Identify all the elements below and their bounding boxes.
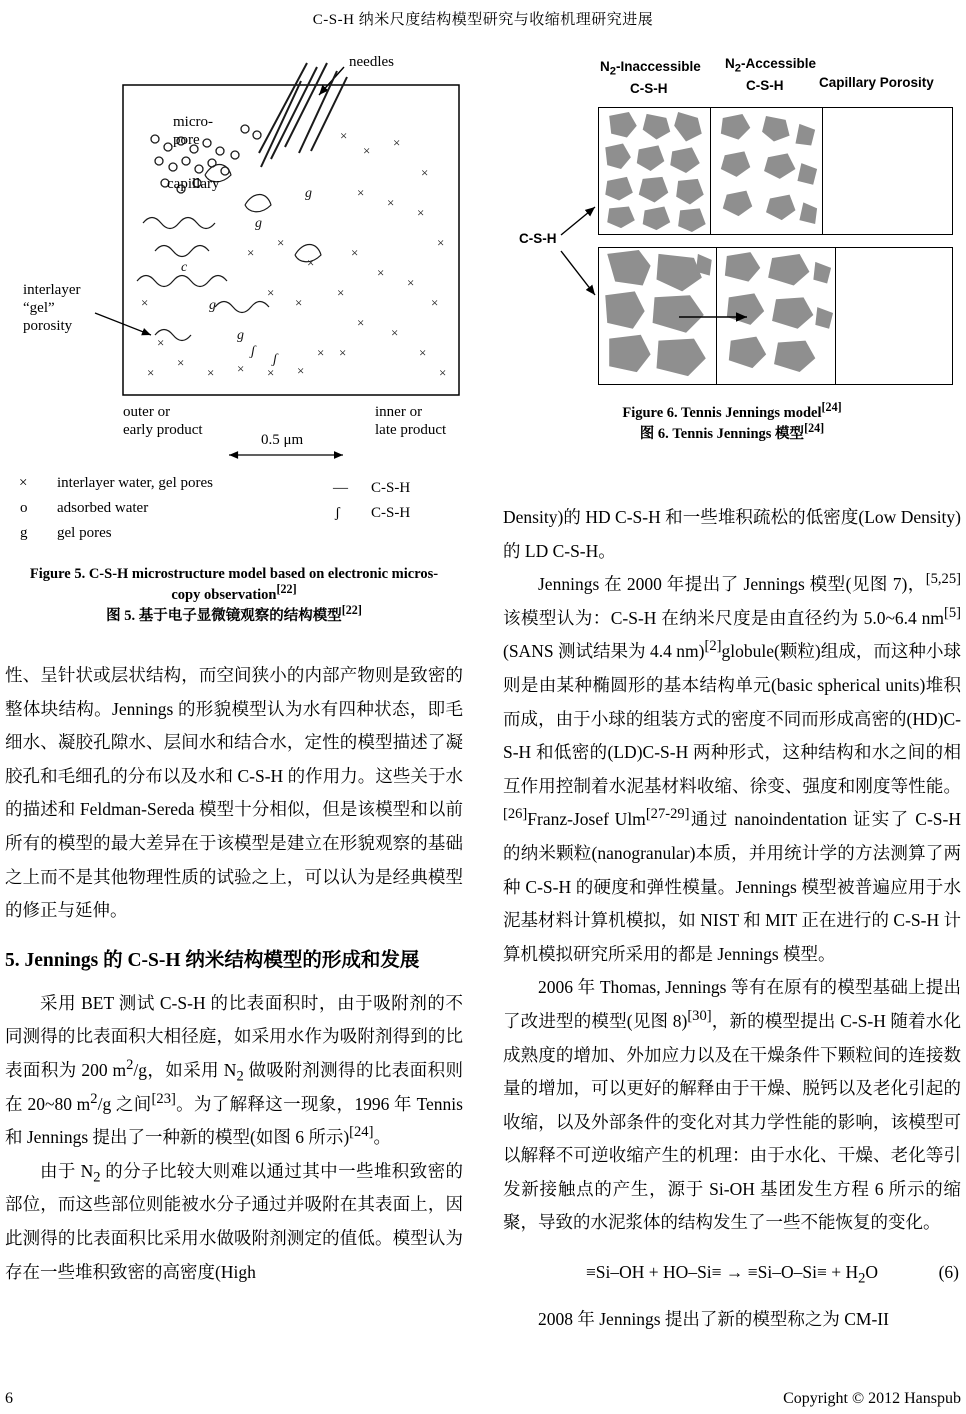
- figure5-label-outer: outer or early product: [123, 404, 203, 438]
- right-paragraph-3: 2006 年 Thomas, Jennings 等有在原有的模型基础上提出了改进型的模型(见图 8)[30]，新的模型提出 C-S-H 随着水化成熟度的增加、外加应力以及在干燥条件下颗粒间的连接数量的增加，可以更好的解释由于干燥、脱钙以及老化引起的收缩，以及外部条件的变化对其力学性能的影响，该模型可以解释不可逆收缩产生的机理：由于水化、干燥、老化等引发新接触点的产生，源于 Si-OH 基团发生方程 6 所示的缩聚，导致的水泥浆体的结构发生了一些不能恢复的变化。: [503, 977, 961, 1233]
- figure6-box-bottom-capillary: [835, 247, 953, 385]
- svg-text:×: ×: [267, 365, 275, 380]
- figure6-box-top-inaccessible: [598, 107, 711, 235]
- legend-symbol-adsorbed-water: o: [20, 500, 28, 516]
- page-number: 6: [5, 1390, 13, 1407]
- svg-text:×: ×: [307, 255, 315, 270]
- equation-body: $\equiv Si-OH + HO-Si\equiv \to \equiv Si-O-Si\equiv + H_2O$: [585, 1262, 879, 1287]
- svg-text:×: ×: [421, 165, 429, 180]
- figure6-label-csh-1: C-S-H: [630, 81, 668, 96]
- svg-text:×: ×: [439, 365, 447, 380]
- figure6-label-n2-inaccessible: $N_2$-Inaccessible: [600, 59, 701, 78]
- svg-text:×: ×: [340, 128, 348, 143]
- svg-text:g: g: [209, 298, 216, 313]
- svg-text:×: ×: [357, 185, 365, 200]
- blobs-bottom-accessible: [717, 248, 835, 384]
- figure6-caption-zh: 图 6. Tennis Jennings 模型[24]: [639, 421, 825, 442]
- right-paragraph-4: 2008 年 Jennings 提出了新的模型称之为 CM-II: [538, 1309, 889, 1330]
- svg-text:×: ×: [357, 315, 365, 330]
- svg-text:c: c: [181, 260, 188, 275]
- figure6-label-n2-accessible: $N_2$-Accessible: [725, 56, 817, 75]
- blobs-top-inaccessible: [599, 108, 710, 234]
- two-column-layout: [0, 41, 966, 1337]
- svg-text:×: ×: [177, 355, 185, 370]
- figure6-box-bottom-accessible: [716, 247, 836, 385]
- left-paragraph-2: 采用 BET 测试 C-S-H 的比表面积时，由于吸附剂的不同测得的比表面积大相径庭，如采用水作为吸附剂得到的比表面积为 200 $m^2/g$，如采用 $N_2$ 做吸附剂测得的比表面积则在 20~80 $m^2/g$ 之间[23]。为了解释这一现象，1996 年 Tennis 和 Jennings 提出了一种新的模型(如图 6 所示)[24]。: [5, 992, 463, 1148]
- svg-text:×: ×: [419, 345, 427, 360]
- svg-text:×: ×: [207, 365, 215, 380]
- figure6-box-bottom-inaccessible: [598, 247, 717, 385]
- figure6-label-csh-side: C-S-H: [519, 231, 557, 246]
- svg-text:×: ×: [147, 365, 155, 380]
- svg-text:g: g: [255, 216, 262, 231]
- figure5-label-capillary: capillary: [167, 176, 220, 192]
- legend-symbol-gel-pores: g: [20, 525, 28, 541]
- page-footer: [5, 1390, 961, 1408]
- figure6-caption-en: Figure 6. Tennis Jennings model[24]: [622, 400, 842, 421]
- svg-text:×: ×: [407, 275, 415, 290]
- svg-text:×: ×: [339, 345, 347, 360]
- legend-label-interlayer-water: interlayer water, gel pores: [57, 475, 213, 491]
- figure6: [503, 55, 961, 455]
- figure5-caption: [5, 564, 463, 627]
- svg-text:×: ×: [387, 195, 395, 210]
- figure6-box-top-capillary: [822, 107, 953, 235]
- right-paragraph-1: Density)的 HD C-S-H 和一些堆积疏松的低密度(Low Density)的 LD C-S-H。: [503, 507, 961, 561]
- left-paragraph-1: 性、呈针状或层状结构，而空间狭小的内部产物则是致密的整体块结构。Jennings 的形貌模型认为水有四种状态，即毛细水、凝胶孔隙水、层间水和结合水，定性的模型描述了凝胶孔和毛细孔的分布以及水和 C-S-H 的作用力。这些关于水的描述和 Feldman-Sereda 模型十分相似，但是该模型和以前所有的模型的最大差异在于该模型是建立在形貌观察的基础之上而不是其他物理性质的试验之上，可以认为是经典模型的修正与延伸。: [5, 665, 463, 921]
- equation-number: (6): [938, 1262, 959, 1283]
- svg-text:×: ×: [391, 325, 399, 340]
- running-head: C-S-H 纳米尺度结构模型研究与收缩机理研究进展: [312, 12, 654, 28]
- copyright: Copyright © 2012 Hanspub: [783, 1390, 961, 1407]
- figure5-scale-label: 0.5 μm: [261, 432, 304, 448]
- right-column: [503, 41, 961, 1337]
- svg-text:×: ×: [417, 205, 425, 220]
- svg-text:×: ×: [157, 335, 165, 350]
- blobs-top-accessible: [711, 108, 822, 234]
- svg-text:×: ×: [297, 363, 305, 378]
- right-paragraph-2: Jennings 在 2000 年提出了 Jennings 模型(见图 7)，[5,25]该模型认为：C-S-H 在纳米尺度是由直径约为 5.0~6.4 nm[5](SANS 测试结果为 4.4 nm)[2]globule(颗粒)组成，而这种小球则是由某种椭圆形的基本结构单元(basic spherical units)堆积而成，由于小球的组装方式的密度不同而形成高密的(HD)C-S-H 和低密的(LD)C-S-H 两种形式，这种结构和水之间的相互作用控制着水泥基材料收缩、徐变、强度和刚度等性能。[26]Franz-Josef Ulm[27-29]通过 nanoindentation 证实了 C-S-H 的纳米颗粒(nanogranular)本质，并用统计学的方法测算了两种 C-S-H 的硬度和弹性模量。Jennings 模型被普遍应用于水泥基材料计算机模拟，如 NIST 和 MIT 正在进行的 C-S-H 计算机模拟研究所采用的都是 Jennings 模型。: [503, 571, 961, 964]
- svg-text:×: ×: [337, 285, 345, 300]
- figure5-caption-en: Figure 5. C-S-H microstructure model based on electronic micros- copy observation[22]: [29, 566, 439, 603]
- svg-text:×: ×: [437, 235, 445, 250]
- blobs-bottom-inaccessible: [599, 248, 716, 384]
- svg-text:×: ×: [277, 235, 285, 250]
- legend-symbol-interlayer-water: ×: [19, 475, 28, 491]
- figure5-label-micro-pore: micro- pore: [173, 114, 213, 148]
- section-heading-5: 5. Jennings 的 C-S-H 纳米结构模型的形成和发展: [5, 949, 420, 971]
- svg-text:ʃ: ʃ: [251, 344, 256, 359]
- figure5-caption-zh: 图 5. 基于电子显微镜观察的结构模型[22]: [106, 603, 362, 624]
- svg-text:×: ×: [267, 285, 275, 300]
- legend-symbol-csh-fibril: ʃ: [335, 505, 340, 521]
- legend-label-adsorbed-water: adsorbed water: [57, 500, 149, 516]
- figure5-label-inner: inner or late product: [375, 404, 447, 438]
- svg-text:×: ×: [295, 295, 303, 310]
- equation-6: [503, 1256, 961, 1289]
- figure6-box-top-accessible: [710, 107, 823, 235]
- svg-text:×: ×: [431, 295, 439, 310]
- svg-text:×: ×: [247, 245, 255, 260]
- svg-text:g: g: [237, 328, 244, 343]
- svg-text:×: ×: [351, 245, 359, 260]
- figure6-label-capillary-porosity: Capillary Porosity: [819, 75, 934, 90]
- svg-text:×: ×: [237, 361, 245, 376]
- figure5: [5, 55, 463, 560]
- svg-text:×: ×: [393, 135, 401, 150]
- figure5-label-needles: needles: [349, 54, 394, 70]
- svg-text:g: g: [305, 186, 312, 201]
- svg-text:×: ×: [317, 345, 325, 360]
- figure5-label-interlayer: interlayer “gel” porosity: [23, 282, 81, 334]
- figure6-caption: [503, 400, 961, 445]
- svg-text:×: ×: [363, 143, 371, 158]
- svg-text:ʃ: ʃ: [273, 352, 278, 367]
- svg-text:×: ×: [141, 295, 149, 310]
- left-column: [5, 41, 463, 1337]
- legend-label-csh-fibril: C-S-H: [371, 505, 411, 521]
- left-paragraph-3: 由于 $N_2$ 的分子比较大则难以通过其中一些堆积致密的部位，而这些部位则能被水分子通过并吸附在其表面上，因此测得的比表面积比采用水做吸附剂测定的值低。模型认为存在一些堆积致密的高密度(High: [5, 1160, 464, 1282]
- legend-symbol-csh-sheet: —: [333, 480, 348, 496]
- legend-label-gel-pores: gel pores: [57, 525, 112, 541]
- legend-label-csh-sheet: C-S-H: [371, 480, 411, 496]
- svg-text:×: ×: [377, 265, 385, 280]
- figure6-label-csh-2: C-S-H: [746, 78, 784, 93]
